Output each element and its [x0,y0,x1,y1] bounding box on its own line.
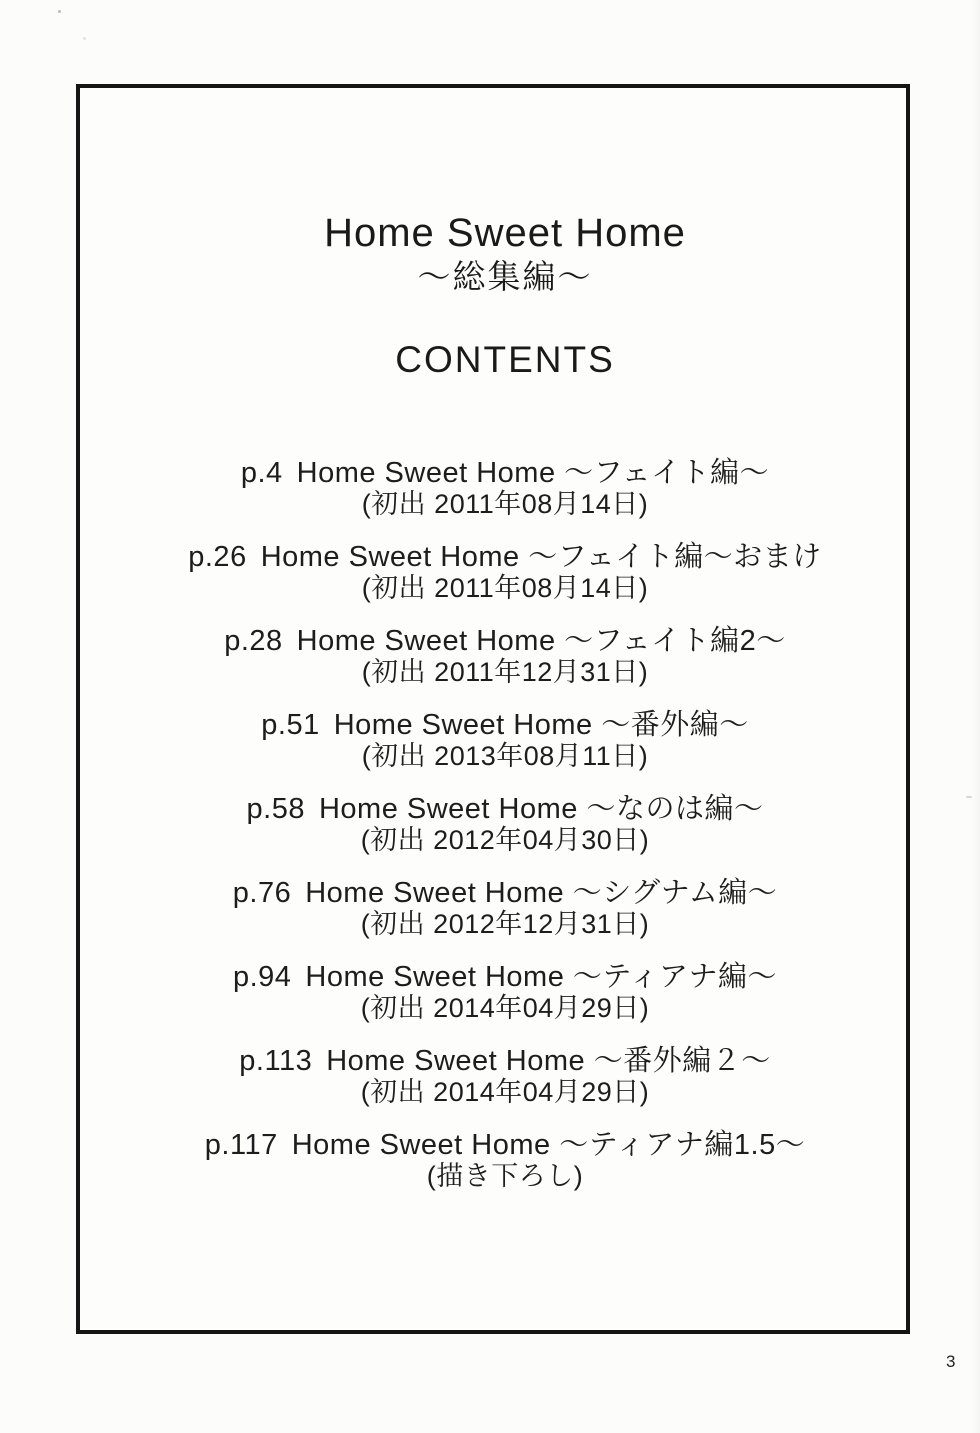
toc-entry-source: (初出 2012年12月31日) [360,909,650,939]
toc-entry-title: Home Sweet Home ～番外編～ [333,709,749,741]
toc-entry-source: (初出 2014年04月29日) [360,1077,650,1107]
toc-entry-page: p.26 [188,541,247,573]
toc-entry-title: Home Sweet Home ～ティアナ編1.5～ [291,1129,806,1161]
toc-entry-source: (描き下ろし) [426,1161,584,1191]
toc-entry [104,626,906,688]
toc-entry [104,1130,906,1192]
book-title: Home Sweet Home [324,211,686,255]
toc-entry-title: Home Sweet Home ～フェイト編2～ [296,625,786,657]
toc-entry-page: p.4 [240,457,283,489]
toc-entry-page: p.76 [232,877,292,909]
toc-entry-source: (初出 2013年08月11日) [361,741,649,771]
toc-entry [104,458,906,520]
toc-entry-page: p.113 [239,1045,313,1077]
toc-entry-source: (初出 2014年04月29日) [360,993,650,1023]
toc-entry-source: (初出 2011年08月14日) [361,489,649,519]
toc-entry-title: Home Sweet Home ～ティアナ編～ [305,961,778,993]
toc-entry-page: p.117 [204,1129,278,1161]
toc-entry-title: Home Sweet Home ～フェイト編～ [296,457,770,489]
scan-edge-shadow [972,0,980,1433]
scan-speck [58,10,61,13]
toc-entry [104,962,906,1024]
scan-speck [83,37,86,40]
page-number: 3 [946,1352,956,1371]
page-border-frame [76,84,910,1334]
toc-entry [104,878,906,940]
book-subtitle: ～総集編～ [417,258,593,295]
toc-entry-title: Home Sweet Home ～番外編２～ [326,1045,771,1077]
toc-entry-source: (初出 2011年08月14日) [361,573,649,603]
contents-heading: CONTENTS [395,339,615,380]
toc-entry-page: p.58 [246,793,305,825]
page-content [80,88,906,1330]
toc-entry [104,1046,906,1108]
toc-entry-source: (初出 2012年04月30日) [360,825,650,855]
toc-entry [104,542,906,604]
toc-entry [104,710,906,772]
toc-entry-title: Home Sweet Home ～シグナム編～ [305,877,778,909]
toc-entry-title: Home Sweet Home ～フェイト編～おまけ [260,541,822,573]
toc-entry-page: p.28 [224,625,283,657]
toc-entry-page: p.51 [261,709,320,741]
toc-entry-title: Home Sweet Home ～なのは編～ [318,793,764,825]
toc-entry-page: p.94 [232,961,292,993]
toc-entry [104,794,906,856]
toc-entry-source: (初出 2011年12月31日) [361,657,649,687]
toc-list [104,458,906,1192]
